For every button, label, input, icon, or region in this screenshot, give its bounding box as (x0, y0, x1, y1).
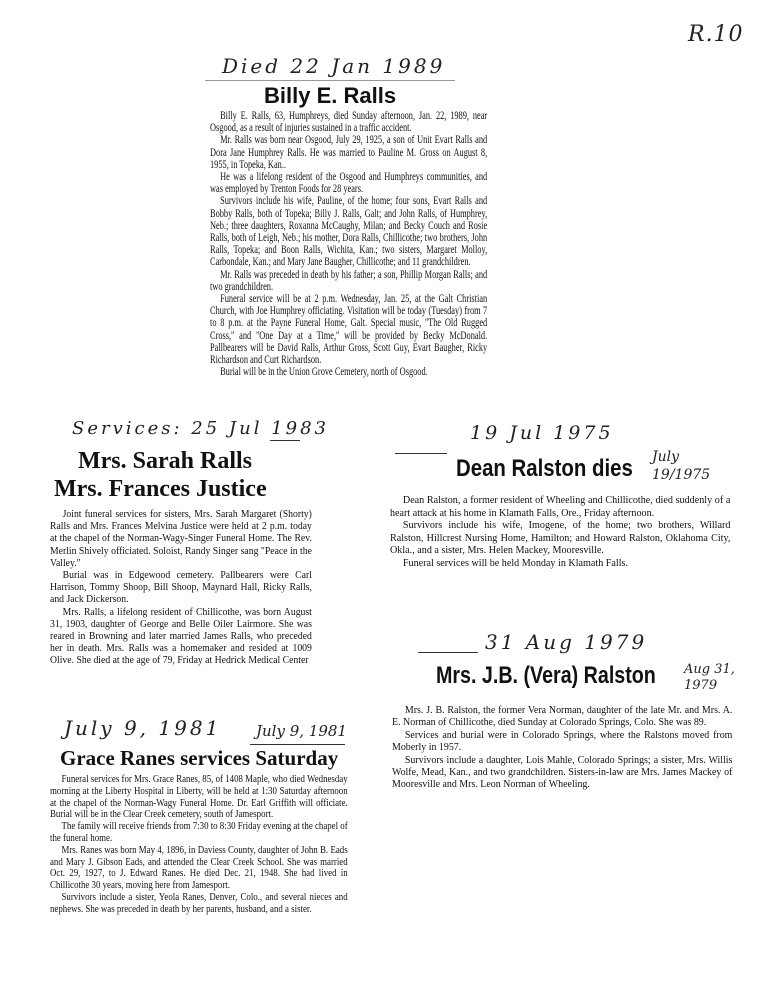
paragraph: He was a lifelong resident of the Osgood and Humphreys communities, and was employed by Trenton Foods for 28 years. (210, 170, 488, 196)
paragraph: Mrs. Ranes was born May 4, 1896, in Daviess County, daughter of John B. Eads and Mary J. Gibson Eads, and attended the Clear Creek School. She was married Oct. 29, 1927, to J. Edward Ranes. He died Dec. 21, 1948. She had lived in Chillicothe 30 years, moving here from Jamesport. (50, 843, 348, 892)
handwritten-date-note: Aug 31, 1979 (684, 662, 735, 693)
handwritten-date-note: July 19/1975 (652, 449, 711, 483)
headline: Dean Ralston dies (456, 455, 633, 482)
paragraph: Survivors include a daughter, Lois Mahle, Colorado Springs; a sister, Mrs. Willis Wolfe, Mead, Kan., and two grandchildren. Sisters-in-law are Mrs. James Mackey of Mooresville and Mrs. Leon Norman of Wheeling. (392, 753, 733, 791)
paragraph: Funeral service will be at 2 p.m. Wednesday, Jan. 25, at the Galt Christian Church, with Joe Humphrey officiating. Visitation will be today (Tuesday) from 7 to 8 p.m. at the Payne Funeral Home, Galt. Special music, ''The Old Rugged Cross,'' and ''One Day at a Time,'' will be provided by Becky McDonald. Pallbearers will be David Ralls, Arthur Gross, Scott Guy, Evart Baugher, Ricky Richardson and Curt Richardson. (210, 292, 488, 367)
article-body (50, 508, 312, 667)
headline: Mrs. Sarah Ralls (78, 448, 252, 474)
paragraph: Mrs. Ralls, a lifelong resident of Chillicothe, was born August 31, 1903, daughter of George and Belle Oiler Lairmore. She was reared in Browning and later married James Ralls, who preceded her in death. Mrs. Ralls was a homemaker and resided at 1009 Olive. She died at the age of 79, Friday at Hedrick Medical Center (50, 605, 312, 667)
paragraph: Mr. Ralls was preceded in death by his father; a son, Phillip Morgan Ralls; and two grandchildren. (210, 267, 488, 293)
page-marker: R.10 (688, 22, 744, 47)
paragraph: Survivors include his wife, Imogene, of the home; two brothers, Willard Ralston, Hillcrest Nursing Home, Hamilton; and Howard Ralston, Oklahoma City, Okla., and a sister, Mrs. Helen Mackey, Mooresville. (390, 519, 731, 556)
headline: Billy E. Ralls (264, 83, 397, 108)
paragraph: Burial will be in the Union Grove Cemetery, north of Osgood. (220, 365, 428, 379)
headline: Mrs. Frances Justice (54, 476, 267, 502)
handwritten-date-note: Died 22 Jan 1989 (222, 54, 446, 78)
headline: Mrs. J.B. (Vera) Ralston (436, 662, 656, 689)
paragraph: Services and burial were in Colorado Springs, where the Ralstons moved from Moberly in 1957. (392, 728, 733, 754)
headline: Grace Ranes services Saturday (60, 746, 339, 770)
article-body (392, 704, 732, 791)
article-body (50, 774, 348, 916)
paragraph: Billy E. Ralls, 63, Humphreys, died Sunday afternoon, Jan. 22, 1989, near Osgood, as a result of injuries sustained in a traffic accident. (210, 109, 488, 135)
handwritten-date-note: 31 Aug 1979 (485, 630, 648, 654)
paragraph: Mr. Ralls was born near Osgood, July 29, 1925, a son of Unit Evart Ralls and Dora Jane Humphrey Ralls. He was married to Pauline M. Gross on August 8, 1955, in Topeka, Kan.. (210, 133, 488, 171)
article-body (390, 494, 730, 569)
paragraph: Funeral services for Mrs. Grace Ranes, 85, of 1408 Maple, who died Wednesday morning at the Liberty Hospital in Liberty, will be held at 1:30 Saturday afternoon at the chapel of the Norman-Wagy Funeral Home. Dr. Earl Griffith will officiate. Burial will be in the Clear Creek cemetery, south of Jamesport. (50, 773, 348, 821)
paragraph: Burial was in Edgewood cemetery. Pallbearers were Carl Harrison, Tommy Shoop, Bill Shoop, Maynard Hall, Ricky Ralls, and Jack Dickerson. (50, 569, 312, 606)
paragraph: Dean Ralston, a former resident of Wheeling and Chillicothe, died suddenly of a heart attack at his home in Klamath Falls, Ore., Friday afternoon. (390, 494, 731, 519)
paragraph: Mrs. J. B. Ralston, the former Vera Norman, daughter of the late Mr. and Mrs. A. E. Norman of Chillicothe, died Sunday at Colorado Springs, Colo. She was 89. (392, 704, 733, 729)
handwritten-date-note: July 9, 1981 (64, 716, 222, 740)
article-body (210, 110, 487, 378)
handwritten-date-note: 19 Jul 1975 (470, 422, 614, 444)
paragraph: Joint funeral services for sisters, Mrs. Sarah Margaret (Shorty) Ralls and Mrs. Frances Melvina Justice were held at 2 p.m. today at the chapel of the Norman-Wagy-Singer Funeral Home. The Rev. Merlin Shively officiated. Soloist, Randy Singer sang "Peace in the Valley." (50, 508, 312, 569)
handwritten-date-note: Services: 25 Jul 1983 (72, 418, 329, 439)
paragraph: Survivors include his wife, Pauline, of the home; four sons, Evart Ralls and Bobby Ralls, both of Topeka; Billy J. Ralls, Galt; and John Ralls, of Humphrey, Neb.; three daughters, Roxanna McCaughy, Milan; and Becky Couch and Rosie Ralls, both of Leigh, Neb.; his mother, Dora Ralls, Chillicothe; two brothers, John Ralls, Topeka; and Boon Ralls, Wichita, Kan.; two sisters, Margaret Molloy, Carbondale, Kan.; and Mary Jane Baugher, Chillicothe; and 11 grandchildren. (210, 194, 488, 269)
paragraph: The family will receive friends from 7:30 to 8:30 Friday evening at the chapel of the funeral home. (50, 820, 348, 844)
handwritten-date-note: July 9, 1981 (256, 722, 347, 740)
paragraph: Survivors include a sister, Yeola Ranes, Denver, Colo., and several nieces and nephews. She was preceded in death by her parents, husband, and a sister. (50, 890, 348, 915)
paragraph: Funeral services will be held Monday in Klamath Falls. (402, 556, 629, 569)
